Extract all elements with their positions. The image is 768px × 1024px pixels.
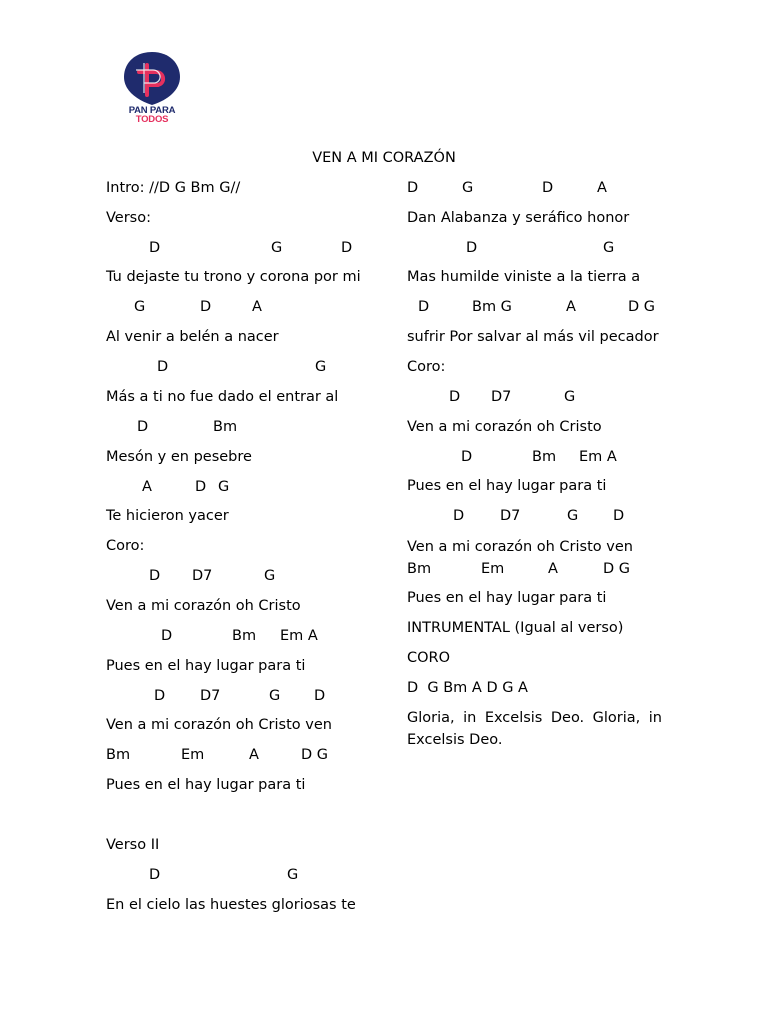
chord: G: [315, 359, 327, 375]
chord: D: [149, 867, 161, 883]
lyric-line: Más a ti no fue dado el entrar al: [106, 389, 339, 405]
intro-line: Intro: //D G Bm G//: [106, 180, 241, 196]
chord: Em: [181, 747, 205, 763]
chord: D: [161, 628, 173, 644]
lyric-line: Pues en el hay lugar para ti: [106, 777, 306, 793]
chord: D: [341, 240, 353, 256]
pan-para-todos-logo: [120, 50, 184, 130]
lyric-line: Ven a mi corazón oh Cristo: [407, 419, 602, 435]
chord: D: [154, 688, 166, 704]
lyric-line: Ven a mi corazón oh Cristo ven: [106, 717, 332, 733]
chord: Em A: [579, 449, 617, 465]
chord: A: [249, 747, 259, 763]
chord: D7: [200, 688, 221, 704]
chord: Bm G: [472, 299, 512, 315]
chord: A: [142, 479, 152, 495]
lyric-line: Pues en el hay lugar para ti: [106, 658, 306, 674]
final-chords-line: D G Bm A D G A: [407, 680, 528, 696]
lyric-line: Tu dejaste tu trono y corona por mi: [106, 269, 361, 285]
chorus-heading: CORO: [407, 650, 451, 666]
lyric-line: Al venir a belén a nacer: [106, 329, 279, 345]
chord: Bm: [106, 747, 131, 763]
lyric-line: En el cielo las huestes gloriosas te: [106, 897, 356, 913]
lyric-line: Pues en el hay lugar para ti: [407, 478, 607, 494]
chord: G: [271, 240, 283, 256]
chord: G: [264, 568, 276, 584]
chorus-heading: Coro:: [407, 359, 446, 375]
chord: D7: [491, 389, 512, 405]
chord: D: [407, 180, 419, 196]
chord: G: [603, 240, 615, 256]
chord: D: [453, 508, 465, 524]
chord: D: [613, 508, 625, 524]
chord: G: [134, 299, 146, 315]
chord: G: [462, 180, 474, 196]
chord: Em: [481, 561, 505, 577]
logo-text-line1: PAN PARA: [128, 105, 176, 116]
chord: D G: [301, 747, 329, 763]
lyric-line: sufrir Por salvar al más vil pecador: [407, 329, 659, 345]
chord: Bm: [407, 561, 432, 577]
chord: G: [218, 479, 230, 495]
chord: Em A: [280, 628, 318, 644]
chorus-heading: Coro:: [106, 538, 145, 554]
chord: D: [195, 479, 207, 495]
lyric-line: Mas humilde viniste a la tierra a: [407, 269, 641, 285]
chord: A: [597, 180, 607, 196]
logo-emblem-icon: [120, 50, 184, 106]
instrumental-line: INTRUMENTAL (Igual al verso): [407, 620, 624, 636]
chord: D: [200, 299, 212, 315]
chord: G: [567, 508, 579, 524]
logo-text-line2: TODOS: [135, 114, 169, 125]
chord: D: [314, 688, 326, 704]
chord: D7: [500, 508, 521, 524]
chord: A: [548, 561, 558, 577]
chord: D: [461, 449, 473, 465]
chord: D: [542, 180, 554, 196]
lyric-line: Dan Alabanza y seráfico honor: [407, 210, 630, 226]
lyric-line: Ven a mi corazón oh Cristo: [106, 598, 301, 614]
chord: D: [149, 240, 161, 256]
lyric-line-justified: Ven a mi corazón oh Cristo ven: [407, 539, 633, 555]
chord: D G: [603, 561, 631, 577]
chord: D: [418, 299, 430, 315]
lyric-line: Te hicieron yacer: [106, 508, 229, 524]
verse-2-heading: Verso II: [106, 837, 160, 853]
chord: Bm: [232, 628, 257, 644]
chord: D: [149, 568, 161, 584]
chord: G: [269, 688, 281, 704]
lyric-line: Pues en el hay lugar para ti: [407, 590, 607, 606]
chord: D G: [628, 299, 656, 315]
lyric-line: Mesón y en pesebre: [106, 449, 252, 465]
chord: D: [449, 389, 461, 405]
chord: A: [252, 299, 262, 315]
chord: D: [157, 359, 169, 375]
chord: D7: [192, 568, 213, 584]
chord: D: [137, 419, 149, 435]
verse-heading: Verso:: [106, 210, 151, 226]
chord: G: [564, 389, 576, 405]
gloria-line: Gloria, in Excelsis Deo. Gloria, in Excelsis Deo.: [407, 710, 662, 748]
song-title: VEN A MI CORAZÓN: [312, 150, 456, 166]
chord: A: [566, 299, 576, 315]
chord: G: [287, 867, 299, 883]
chord: Bm: [532, 449, 557, 465]
chord: D: [466, 240, 478, 256]
chord: Bm: [213, 419, 238, 435]
